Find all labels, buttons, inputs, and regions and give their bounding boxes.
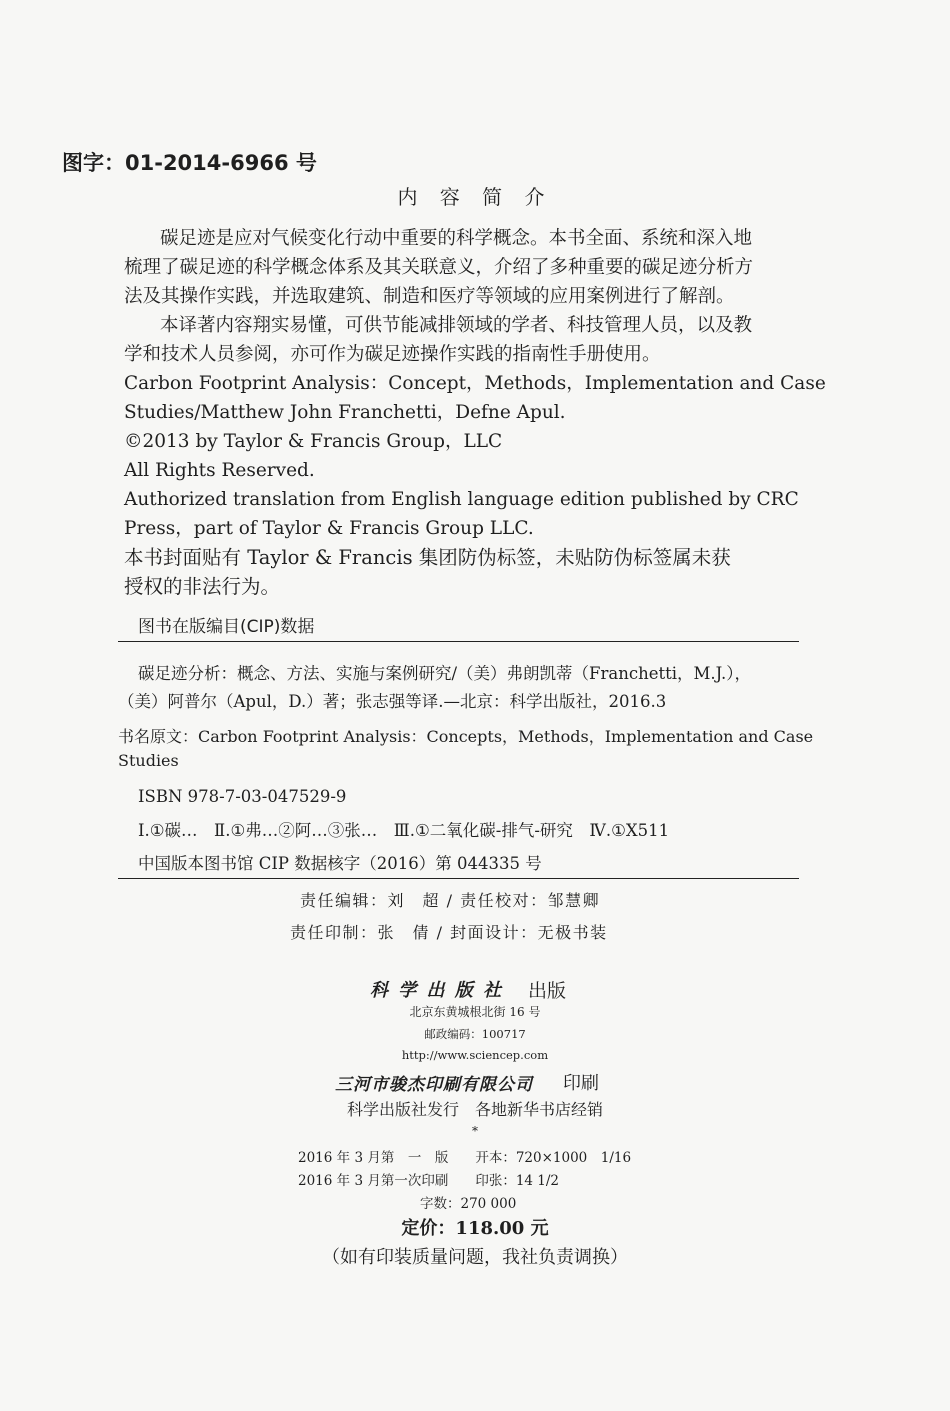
publisher-postcode: 邮政编码：100717 xyxy=(424,1027,526,1041)
summary-p1-line2: 梳理了碳足迹的科学概念体系及其关联意义，介绍了多种重要的碳足迹分析方 xyxy=(124,257,754,278)
summary-p1-line3: 法及其操作实践，并选取建筑、制造和医疗等领域的应用案例进行了解剖。 xyxy=(124,286,735,307)
cip-record-line1: 碳足迹分析：概念、方法、实施与案例研究/（美）弗朗凯蒂（Franchetti，M.J.）， xyxy=(138,664,751,683)
cip-bottom-rule xyxy=(118,878,799,879)
authorized-line1: Authorized translation from English language edition published by CRC xyxy=(124,489,799,510)
label-notice-line2: 授权的非法行为。 xyxy=(124,575,281,598)
printer-name: 三河市骏杰印刷有限公司 xyxy=(335,1075,533,1095)
publisher-address: 北京东黄城根北街 16 号 xyxy=(409,1005,541,1019)
cip-heading: 图书在版编目(CIP)数据 xyxy=(138,617,315,637)
authorized-line2: Press，part of Taylor & Francis Group LLC. xyxy=(124,518,534,539)
original-title-line2: Studies/Matthew John Franchetti，Defne Apul. xyxy=(124,402,566,423)
cip-number: 中国版本图书馆 CIP 数据核字（2016）第 044335 号 xyxy=(138,854,542,873)
staff-line1: 责任编辑：刘 超 / 责任校对：邹慧卿 xyxy=(300,891,601,910)
print-line: 2016 年 3 月第一次印刷 印张：14 1/2 xyxy=(298,1173,560,1189)
license-code: 图字：01-2014-6966 号 xyxy=(62,151,317,175)
cip-original-title-line1: 书名原文：Carbon Footprint Analysis：Concepts，Methods，Implementation and Case xyxy=(118,727,814,746)
staff-line2: 责任印制：张 倩 / 封面设计：无极书装 xyxy=(290,923,608,942)
copyright-notice: ©2013 by Taylor & Francis Group，LLC xyxy=(124,431,503,452)
summary-p1-line1: 碳足迹是应对气候变化行动中重要的科学概念。本书全面、系统和深入地 xyxy=(160,228,753,249)
cip-original-title-line2: Studies xyxy=(118,751,179,770)
publisher-url: http://www.sciencep.com xyxy=(401,1048,549,1062)
cip-record-line2: （美）阿普尔（Apul，D.）著；张志强等译.—北京：科学出版社，2016.3 xyxy=(118,692,667,711)
quality-note: （如有印装质量问题，我社负责调换） xyxy=(322,1247,628,1268)
price: 定价：118.00 元 xyxy=(401,1218,549,1239)
word-count: 字数：270 000 xyxy=(420,1196,517,1212)
summary-p2-line2: 学和技术人员参阅，亦可作为碳足迹操作实践的指南性手册使用。 xyxy=(124,344,661,365)
classification: Ⅰ.①碳… Ⅱ.①弗…②阿…③张… Ⅲ.①二氧化碳-排气-研究 Ⅳ.①X511 xyxy=(138,821,670,840)
isbn: ISBN 978-7-03-047529-9 xyxy=(138,787,347,806)
rights-reserved: All Rights Reserved. xyxy=(124,460,315,481)
separator-star: * xyxy=(472,1124,478,1138)
edition-line: 2016 年 3 月第 一 版 开本：720×1000 1/16 xyxy=(298,1150,632,1166)
summary-heading: 内 容 简 介 xyxy=(397,185,553,209)
summary-p2-line1: 本译著内容翔实易懂，可供节能减排领域的学者、科技管理人员，以及教 xyxy=(160,315,753,336)
cip-top-rule xyxy=(118,641,799,642)
publisher-logo-name: 科 学 出 版 社 xyxy=(370,980,504,1001)
distribution: 科学出版社发行 各地新华书店经销 xyxy=(346,1100,603,1119)
label-notice-line1: 本书封面贴有 Taylor & Francis 集团防伪标签，未贴防伪标签属未获 xyxy=(124,546,731,569)
printer-action: 印刷 xyxy=(563,1073,599,1094)
original-title-line1: Carbon Footprint Analysis：Concept，Methods，Implementation and Case xyxy=(124,373,826,394)
publisher-action: 出版 xyxy=(528,980,567,1002)
